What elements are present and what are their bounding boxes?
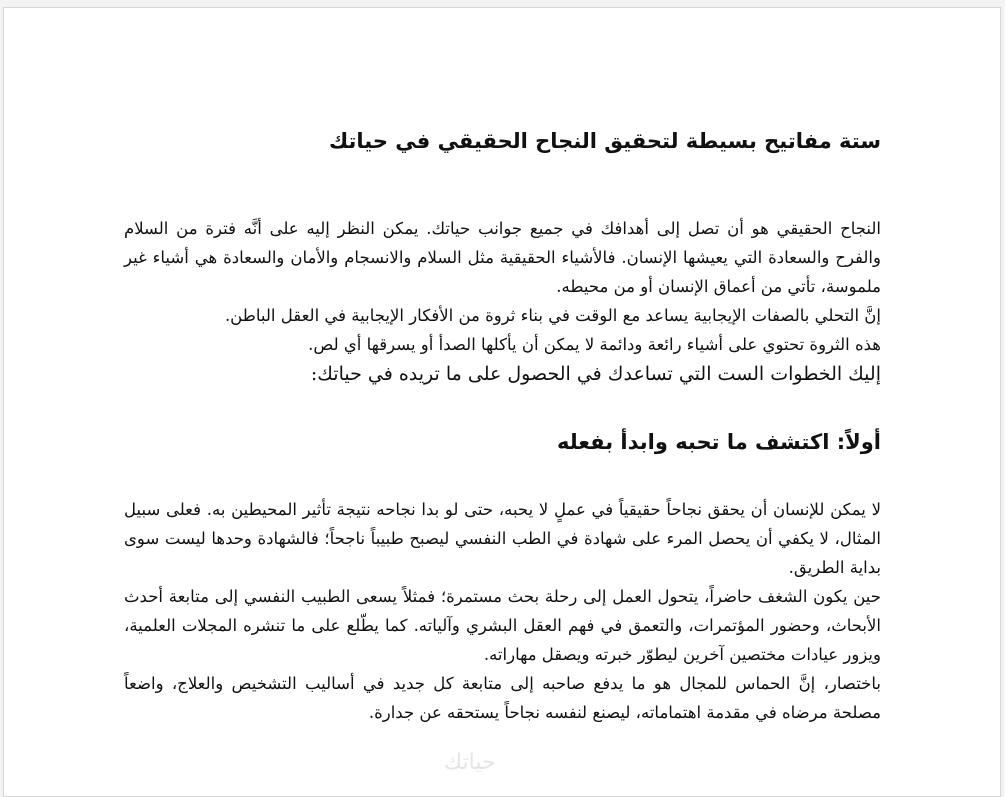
watermark-logo: حياتك [444,750,496,775]
section-paragraph: حين يكون الشغف حاضراً، يتحول العمل إلى رحلة بحث مستمرة؛ فمثلاً يسعى الطبيب النفسي إلى متابعة أحدث الأبحاث، وحضور المؤتمرات، والتعمق في فهم العقل البشري وآلياته. كما يطّلع على ما تنشره المجلات العلمية، ويزور عيادات مختصين آخرين ليطوّر خبرته ويصقل مهاراته. [124,587,881,664]
section-heading: أولاً: اكتشف ما تحبه وابدأ بفعله [556,430,881,454]
steps-intro: إليك الخطوات الست التي تساعدك في الحصول على ما تريده في حياتك: [310,363,881,385]
document-body [124,126,881,727]
intro-paragraph: النجاح الحقيقي هو أن تصل إلى أهدافك في جميع جوانب حياتك. يمكن النظر إليه على أنَّه فترة من السلام والفرح والسعادة التي يعيشها الإنسان. فالأشياء الحقيقية مثل السلام والانسجام والأمان والسعادة هي أشياء غير ملموسة، تأتي من أعماق الإنسان أو من محيطه. [124,219,881,296]
intro-paragraph: إنَّ التحلي بالصفات الإيجابية يساعد مع الوقت في بناء ثروة من الأفكار الإيجابية في العقل الباطن. [224,306,881,325]
document-page [3,7,1001,797]
section-paragraph: لا يمكن للإنسان أن يحقق نجاحاً حقيقياً في عملٍ لا يحبه، حتى لو بدا نجاحه نتيجة تأثير المحيطين به. فعلى سبيل المثال، لا يكفي أن يحصل المرء على شهادة في الطب النفسي ليصبح طبيباً ناجحاً؛ فالشهادة وحدها ليست سوى بداية الطريق. [124,500,881,577]
section-paragraph: باختصار، إنَّ الحماس للمجال هو ما يدفع صاحبه إلى متابعة كل جديد في أساليب التشخيص والعلاج، واضعاً مصلحة مرضاه في مقدمة اهتماماته، ليصنع لنفسه نجاحاً يستحقه عن جدارة. [124,674,881,722]
intro-paragraph: هذه الثروة تحتوي على أشياء رائعة ودائمة لا يمكن أن يأكلها الصدأ أو يسرقها أي لص. [308,335,881,354]
document-title: ستة مفاتيح بسيطة لتحقيق النجاح الحقيقي في حياتك [328,129,881,153]
